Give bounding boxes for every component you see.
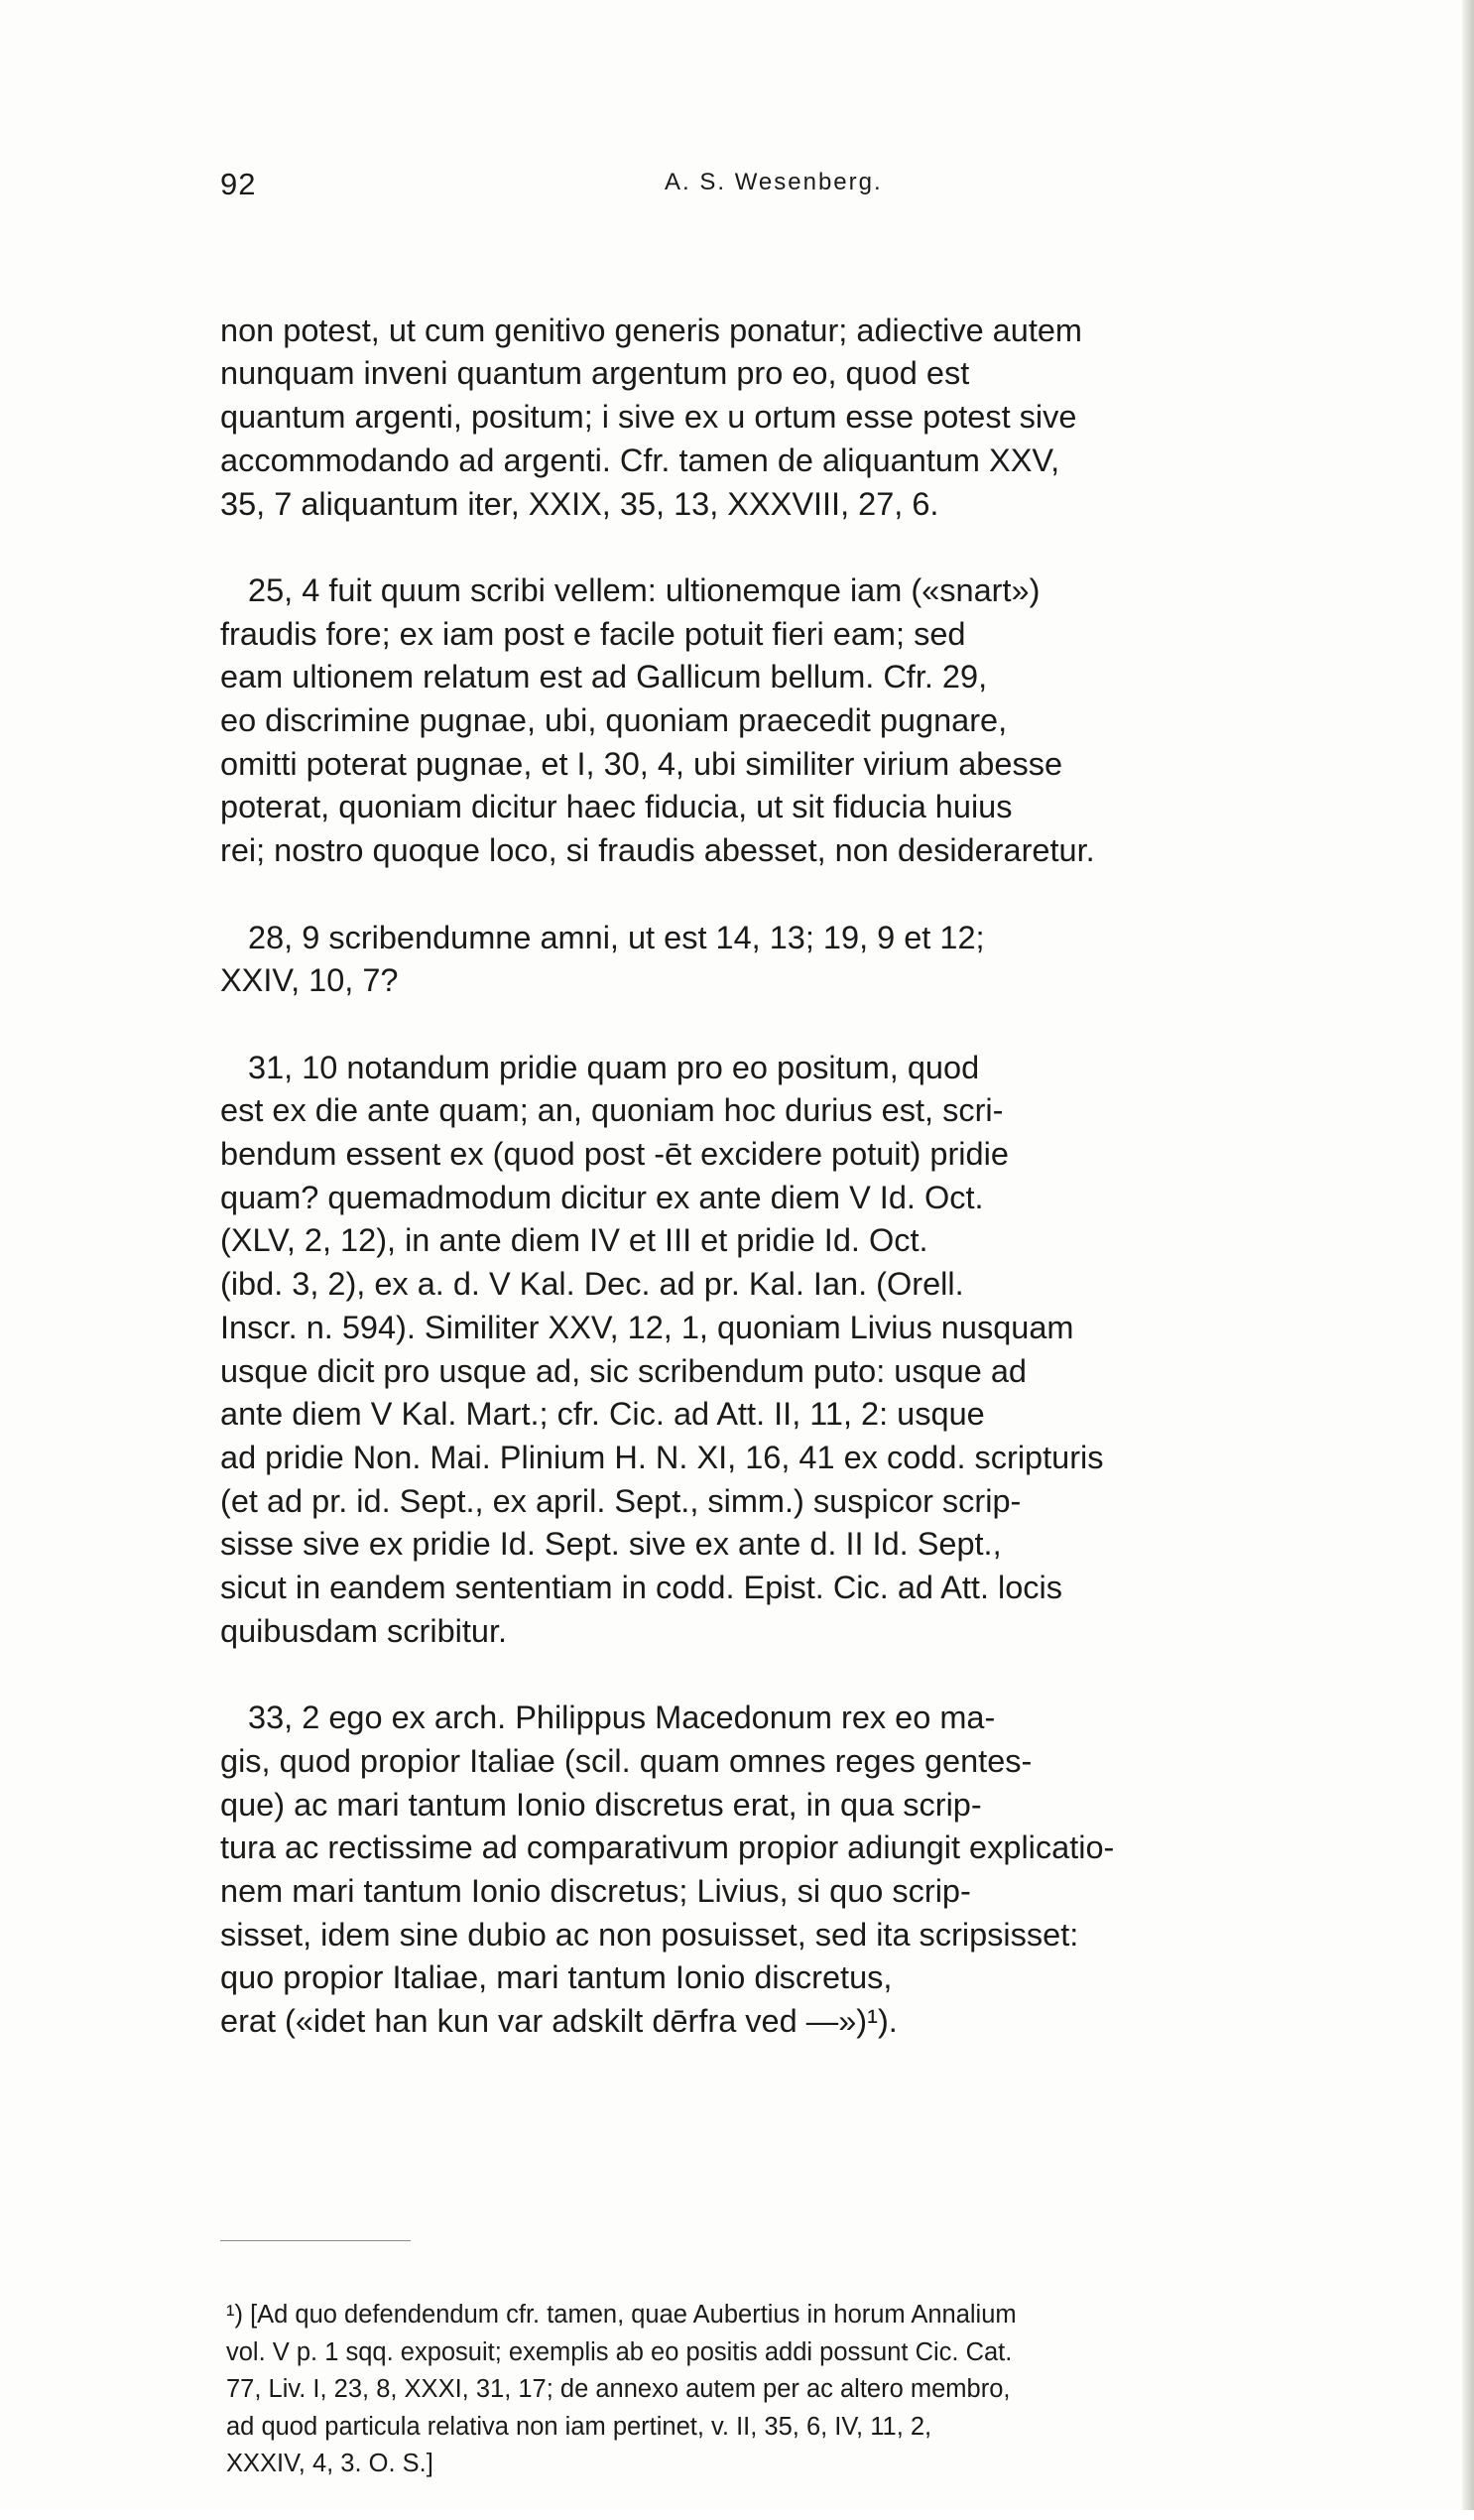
- footnote-text: ¹) [Ad quo defendendum cfr. tamen, quae Aubertius in horum Annalium vol. V p. 1 sqq. exposuit; exemplis ab eo positis addi possunt Cic. Cat. 77, Liv. I, 23, 8, XXXI, 31, 17; de annexo autem per ac altero membro, ad quod particula relativa non iam pertinet, v. II, 35, 6, IV, 11, 2, XXXIV, 4, 3. O. S.]: [226, 2301, 1017, 2478]
- paragraph: 31, 10 notandum pridie quam pro eo positum, quod est ex die ante quam; an, quoniam hoc durius est, scri- bendum essent ex (quod post -ēt excidere potuit) pridie quam? quemadmodum dicitur ex ante diem V Id. Oct. (XLV, 2, 12), in ante diem IV et III et pridie Id. Oct. (ibd. 3, 2), ex a. d. V Kal. Dec. ad pr. Kal. Ian. (Orell. Inscr. n. 594). Similiter XXV, 12, 1, quoniam Livius nusquam usque dicit pro usque ad, sic scribendum puto: usque ad ante diem V Kal. Mart.; cfr. Cic. ad Att. II, 11, 2: usque ad pridie Non. Mai. Plinium H. N. XI, 16, 41 ex codd. scripturis (et ad pr. id. Sept., ex april. Sept., simm.) suspicor scrip- sisse sive ex pridie Id. Sept. sive ex ante d. II Id. Sept., sicut in eandem sententiam in codd. Epist. Cic. ad Att. locis quibusdam scribitur.: [220, 1049, 1104, 1649]
- paragraph: 33, 2 ego ex arch. Philippus Macedonum rex eo ma- gis, quod propior Italiae (scil. quam omnes reges gentes- que) ac mari tantum Ionio discretus erat, in qua scrip- tura ac rectissime ad comparativum propior adiungit explicatio- nem mari tantum Ionio discretus; Livius, si quo scrip- sisset, idem sine dubio ac non posuisset, sed ita scripsisset: quo propior Italiae, mari tantum Ionio discretus, erat («idet han kun var adskilt dērfra ved —»)¹).: [220, 1700, 1115, 2040]
- paragraph: 28, 9 scribendumne amni, ut est 14, 13; 19, 9 et 12; XXIV, 10, 7?: [220, 919, 985, 999]
- paragraph: 25, 4 fuit quum scribi vellem: ultionemque iam («snart») fraudis fore; ex iam post e facile potuit fieri eam; sed eam ultionem relatum est ad Gallicum bellum. Cfr. 29, eo discrimine pugnae, ubi, quoniam praecedit pugnare, omitti poterat pugnae, et I, 30, 4, ubi similiter virium abesse poterat, quoniam dicitur haec fiducia, ut sit fiducia huius rei; nostro quoque loco, si fraudis abesset, non desideraretur.: [220, 571, 1095, 869]
- scan-edge-shadow: [1462, 0, 1474, 2510]
- running-head: A. S. Wesenberg.: [665, 169, 883, 195]
- footnote-divider: [220, 2240, 411, 2241]
- page-number: 92: [220, 167, 257, 201]
- footnote: [226, 2260, 1359, 2520]
- main-text: [220, 266, 1359, 2087]
- paragraph: non potest, ut cum genitivo generis ponatur; adiective autem nunquam inveni quantum argentum pro eo, quod est quantum argenti, positum; i sive ex u ortum esse potest sive accommodando ad argenti. Cfr. tamen de aliquantum XXV, 35, 7 aliquantum iter, XXIX, 35, 13, XXXVIII, 27, 6.: [220, 312, 1082, 522]
- page-header: [220, 167, 1359, 206]
